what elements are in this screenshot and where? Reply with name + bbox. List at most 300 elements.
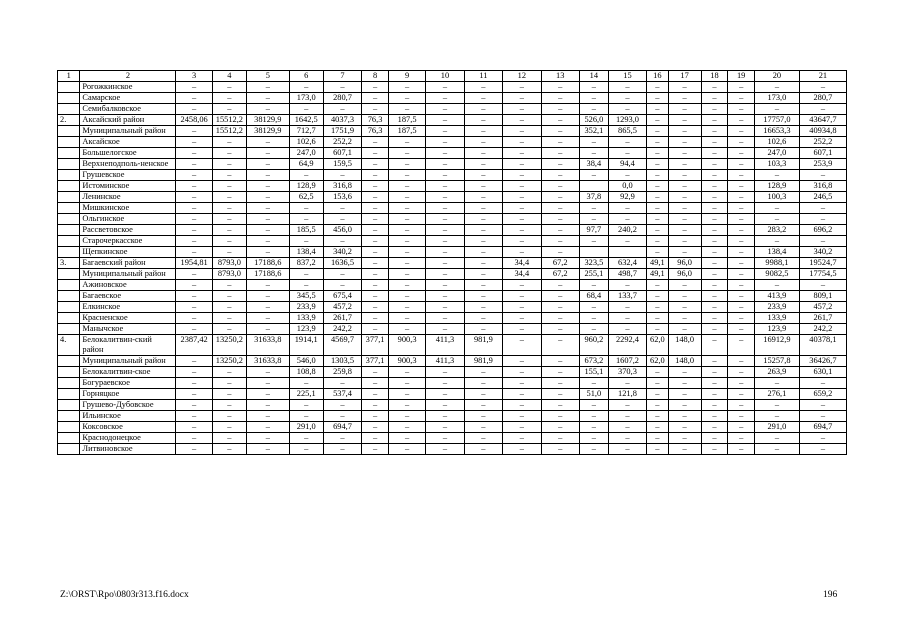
value-cell: – bbox=[176, 356, 212, 367]
value-cell: – bbox=[668, 236, 701, 247]
value-cell: – bbox=[608, 170, 646, 181]
value-cell: – bbox=[647, 181, 668, 192]
row-number-cell bbox=[58, 225, 80, 236]
value-cell: – bbox=[212, 236, 246, 247]
value-cell: – bbox=[426, 269, 464, 280]
value-cell: 1751,9 bbox=[323, 126, 361, 137]
value-cell: – bbox=[464, 181, 502, 192]
row-number-cell bbox=[58, 104, 80, 115]
value-cell: 456,0 bbox=[323, 225, 361, 236]
value-cell: – bbox=[246, 411, 289, 422]
value-cell: 67,2 bbox=[541, 269, 579, 280]
value-cell: – bbox=[799, 203, 846, 214]
value-cell: – bbox=[579, 313, 608, 324]
value-cell: 34,4 bbox=[503, 258, 541, 269]
value-cell: – bbox=[464, 324, 502, 335]
value-cell: 246,5 bbox=[799, 192, 846, 203]
row-name-cell: Верхнеподполь-ненское bbox=[80, 159, 176, 170]
value-cell: – bbox=[668, 214, 701, 225]
value-cell: – bbox=[464, 148, 502, 159]
value-cell: 9082,5 bbox=[755, 269, 800, 280]
value-cell: – bbox=[362, 324, 389, 335]
row-name-cell: Аксайское bbox=[80, 137, 176, 148]
table-row bbox=[58, 291, 847, 302]
value-cell: – bbox=[289, 236, 323, 247]
value-cell: – bbox=[799, 444, 846, 455]
row-number-cell bbox=[58, 280, 80, 291]
value-cell: – bbox=[212, 170, 246, 181]
row-number-cell bbox=[58, 214, 80, 225]
value-cell: – bbox=[289, 203, 323, 214]
value-cell: – bbox=[246, 389, 289, 400]
value-cell: – bbox=[464, 159, 502, 170]
value-cell: – bbox=[701, 367, 728, 378]
value-cell: – bbox=[212, 214, 246, 225]
row-number-cell bbox=[58, 444, 80, 455]
value-cell: – bbox=[647, 280, 668, 291]
value-cell: 108,8 bbox=[289, 367, 323, 378]
value-cell: – bbox=[426, 444, 464, 455]
value-cell: – bbox=[728, 258, 755, 269]
value-cell: – bbox=[701, 225, 728, 236]
value-cell: – bbox=[668, 302, 701, 313]
value-cell: – bbox=[176, 433, 212, 444]
value-cell: – bbox=[362, 291, 389, 302]
value-cell: – bbox=[362, 214, 389, 225]
value-cell: – bbox=[503, 335, 541, 356]
value-cell: – bbox=[668, 115, 701, 126]
value-cell: – bbox=[362, 269, 389, 280]
table-row bbox=[58, 115, 847, 126]
value-cell: 377,1 bbox=[362, 335, 389, 356]
value-cell: – bbox=[728, 378, 755, 389]
value-cell: – bbox=[608, 313, 646, 324]
column-header: 21 bbox=[799, 71, 846, 82]
value-cell: – bbox=[426, 203, 464, 214]
value-cell: – bbox=[701, 170, 728, 181]
value-cell: 253,9 bbox=[799, 159, 846, 170]
table-row bbox=[58, 356, 847, 367]
value-cell: – bbox=[212, 225, 246, 236]
value-cell: – bbox=[464, 280, 502, 291]
value-cell: – bbox=[362, 444, 389, 455]
value-cell: – bbox=[799, 82, 846, 93]
value-cell: – bbox=[579, 400, 608, 411]
value-cell: – bbox=[608, 148, 646, 159]
value-cell: – bbox=[541, 159, 579, 170]
value-cell: – bbox=[579, 433, 608, 444]
value-cell: 155,1 bbox=[579, 367, 608, 378]
row-name-cell: Рогожкинское bbox=[80, 82, 176, 93]
value-cell: – bbox=[728, 104, 755, 115]
row-number-cell bbox=[58, 82, 80, 93]
value-cell: 31633,8 bbox=[246, 335, 289, 356]
value-cell: 233,9 bbox=[289, 302, 323, 313]
value-cell: – bbox=[426, 170, 464, 181]
value-cell: – bbox=[323, 170, 361, 181]
row-number-cell bbox=[58, 389, 80, 400]
value-cell: – bbox=[755, 400, 800, 411]
value-cell: – bbox=[668, 126, 701, 137]
footer-file-path: Z:\ORST\Rpo\0803r313.f16.docx bbox=[60, 590, 189, 600]
value-cell: – bbox=[668, 192, 701, 203]
value-cell: 546,0 bbox=[289, 356, 323, 367]
value-cell: 694,7 bbox=[323, 422, 361, 433]
value-cell: 123,9 bbox=[755, 324, 800, 335]
value-cell: – bbox=[464, 291, 502, 302]
value-cell: 68,4 bbox=[579, 291, 608, 302]
value-cell: – bbox=[246, 159, 289, 170]
value-cell: – bbox=[503, 82, 541, 93]
value-cell: – bbox=[388, 181, 425, 192]
value-cell: – bbox=[503, 324, 541, 335]
value-cell: – bbox=[647, 236, 668, 247]
value-cell: – bbox=[426, 411, 464, 422]
value-cell: – bbox=[503, 422, 541, 433]
value-cell: – bbox=[608, 433, 646, 444]
value-cell: 62,0 bbox=[647, 356, 668, 367]
value-cell: – bbox=[464, 378, 502, 389]
value-cell: – bbox=[426, 422, 464, 433]
value-cell: – bbox=[701, 93, 728, 104]
row-name-cell: Красненское bbox=[80, 313, 176, 324]
value-cell: – bbox=[176, 247, 212, 258]
value-cell: – bbox=[176, 225, 212, 236]
value-cell: – bbox=[647, 214, 668, 225]
value-cell: – bbox=[388, 214, 425, 225]
value-cell: – bbox=[388, 444, 425, 455]
value-cell: – bbox=[701, 411, 728, 422]
value-cell: – bbox=[755, 411, 800, 422]
value-cell: – bbox=[701, 356, 728, 367]
value-cell: – bbox=[388, 324, 425, 335]
row-number-cell bbox=[58, 324, 80, 335]
row-name-cell: Муниципальный район bbox=[80, 269, 176, 280]
value-cell: 173,0 bbox=[289, 93, 323, 104]
value-cell: 340,2 bbox=[799, 247, 846, 258]
value-cell: – bbox=[755, 236, 800, 247]
value-cell: – bbox=[362, 225, 389, 236]
value-cell: – bbox=[388, 137, 425, 148]
column-header: 7 bbox=[323, 71, 361, 82]
value-cell: – bbox=[728, 93, 755, 104]
value-cell: – bbox=[579, 378, 608, 389]
value-cell: – bbox=[246, 422, 289, 433]
value-cell: 377,1 bbox=[362, 356, 389, 367]
value-cell: 37,8 bbox=[579, 192, 608, 203]
value-cell: – bbox=[799, 378, 846, 389]
value-cell: 411,3 bbox=[426, 335, 464, 356]
value-cell: – bbox=[668, 389, 701, 400]
value-cell: – bbox=[541, 356, 579, 367]
value-cell: 13250,2 bbox=[212, 335, 246, 356]
table-row bbox=[58, 203, 847, 214]
value-cell: – bbox=[668, 203, 701, 214]
value-cell: – bbox=[212, 291, 246, 302]
column-header: 12 bbox=[503, 71, 541, 82]
value-cell: 19524,7 bbox=[799, 258, 846, 269]
value-cell: – bbox=[176, 422, 212, 433]
value-cell: 1954,81 bbox=[176, 258, 212, 269]
value-cell: – bbox=[176, 400, 212, 411]
value-cell: – bbox=[755, 280, 800, 291]
value-cell: 809,1 bbox=[799, 291, 846, 302]
value-cell: – bbox=[728, 159, 755, 170]
value-cell: – bbox=[246, 280, 289, 291]
column-header: 19 bbox=[728, 71, 755, 82]
value-cell: – bbox=[799, 411, 846, 422]
value-cell: – bbox=[323, 236, 361, 247]
value-cell: – bbox=[464, 82, 502, 93]
row-number-cell bbox=[58, 192, 80, 203]
value-cell: 128,9 bbox=[755, 181, 800, 192]
value-cell: – bbox=[176, 302, 212, 313]
table-row bbox=[58, 137, 847, 148]
value-cell: – bbox=[426, 236, 464, 247]
row-number-cell bbox=[58, 181, 80, 192]
value-cell: – bbox=[668, 148, 701, 159]
value-cell: 102,6 bbox=[289, 137, 323, 148]
value-cell: – bbox=[426, 324, 464, 335]
value-cell: 2387,42 bbox=[176, 335, 212, 356]
row-name-cell: Старочеркасское bbox=[80, 236, 176, 247]
column-header: 1 bbox=[58, 71, 80, 82]
value-cell: – bbox=[728, 444, 755, 455]
value-cell: – bbox=[426, 93, 464, 104]
value-cell: – bbox=[541, 104, 579, 115]
value-cell: 100,3 bbox=[755, 192, 800, 203]
value-cell: – bbox=[503, 170, 541, 181]
value-cell: – bbox=[755, 203, 800, 214]
column-header: 20 bbox=[755, 71, 800, 82]
row-number-cell: 2. bbox=[58, 115, 80, 126]
value-cell: – bbox=[503, 313, 541, 324]
value-cell: – bbox=[426, 148, 464, 159]
value-cell: 291,0 bbox=[755, 422, 800, 433]
value-cell: – bbox=[176, 104, 212, 115]
value-cell: – bbox=[668, 280, 701, 291]
value-cell: – bbox=[362, 192, 389, 203]
value-cell: 185,5 bbox=[289, 225, 323, 236]
value-cell: – bbox=[426, 214, 464, 225]
value-cell: – bbox=[426, 302, 464, 313]
row-name-cell: Большелогское bbox=[80, 148, 176, 159]
value-cell: – bbox=[647, 104, 668, 115]
value-cell: – bbox=[464, 104, 502, 115]
table-row bbox=[58, 225, 847, 236]
column-header: 3 bbox=[176, 71, 212, 82]
value-cell: 15257,8 bbox=[755, 356, 800, 367]
value-cell: – bbox=[728, 324, 755, 335]
row-name-cell: Истоминское bbox=[80, 181, 176, 192]
value-cell: – bbox=[755, 170, 800, 181]
value-cell: – bbox=[728, 335, 755, 356]
table-row bbox=[58, 159, 847, 170]
value-cell: – bbox=[503, 411, 541, 422]
value-cell: – bbox=[426, 137, 464, 148]
value-cell: – bbox=[176, 367, 212, 378]
value-cell: 173,0 bbox=[755, 93, 800, 104]
value-cell: 247,0 bbox=[755, 148, 800, 159]
row-number-cell bbox=[58, 422, 80, 433]
row-name-cell: Белокалитвин-ское bbox=[80, 367, 176, 378]
value-cell: – bbox=[464, 203, 502, 214]
row-name-cell: Ажиновское bbox=[80, 280, 176, 291]
value-cell: – bbox=[701, 214, 728, 225]
value-cell: – bbox=[503, 126, 541, 137]
value-cell: – bbox=[388, 433, 425, 444]
value-cell: 187,5 bbox=[388, 126, 425, 137]
value-cell: 1303,5 bbox=[323, 356, 361, 367]
column-header: 11 bbox=[464, 71, 502, 82]
value-cell: – bbox=[647, 148, 668, 159]
value-cell: – bbox=[362, 280, 389, 291]
row-number-cell bbox=[58, 291, 80, 302]
value-cell: – bbox=[362, 400, 389, 411]
value-cell: – bbox=[503, 236, 541, 247]
value-cell: – bbox=[362, 82, 389, 93]
value-cell: 128,9 bbox=[289, 181, 323, 192]
table-row bbox=[58, 400, 847, 411]
table-row bbox=[58, 302, 847, 313]
value-cell: – bbox=[246, 433, 289, 444]
value-cell: – bbox=[212, 93, 246, 104]
value-cell: 96,0 bbox=[668, 269, 701, 280]
value-cell: – bbox=[701, 269, 728, 280]
value-cell: – bbox=[503, 280, 541, 291]
value-cell: – bbox=[728, 313, 755, 324]
value-cell: – bbox=[608, 324, 646, 335]
value-cell: – bbox=[426, 247, 464, 258]
row-number-cell bbox=[58, 203, 80, 214]
value-cell: – bbox=[464, 313, 502, 324]
table-row bbox=[58, 82, 847, 93]
value-cell: – bbox=[541, 203, 579, 214]
row-name-cell: Елкинское bbox=[80, 302, 176, 313]
value-cell: – bbox=[541, 444, 579, 455]
value-cell: – bbox=[176, 148, 212, 159]
value-cell: – bbox=[323, 433, 361, 444]
value-cell: – bbox=[246, 236, 289, 247]
value-cell: – bbox=[728, 137, 755, 148]
value-cell: – bbox=[464, 225, 502, 236]
value-cell: – bbox=[668, 225, 701, 236]
row-number-cell bbox=[58, 367, 80, 378]
value-cell: – bbox=[503, 93, 541, 104]
value-cell: – bbox=[647, 126, 668, 137]
value-cell: – bbox=[464, 444, 502, 455]
value-cell: – bbox=[362, 247, 389, 258]
table-row bbox=[58, 181, 847, 192]
column-header: 13 bbox=[541, 71, 579, 82]
value-cell: – bbox=[728, 126, 755, 137]
value-cell: 712,7 bbox=[289, 126, 323, 137]
value-cell: – bbox=[176, 82, 212, 93]
value-cell: – bbox=[668, 422, 701, 433]
value-cell: 148,0 bbox=[668, 335, 701, 356]
value-cell: – bbox=[464, 389, 502, 400]
row-name-cell: Ольгинское bbox=[80, 214, 176, 225]
value-cell: – bbox=[503, 203, 541, 214]
value-cell: – bbox=[176, 324, 212, 335]
value-cell: – bbox=[647, 203, 668, 214]
value-cell: – bbox=[362, 422, 389, 433]
column-header: 15 bbox=[608, 71, 646, 82]
table-row bbox=[58, 236, 847, 247]
value-cell: – bbox=[176, 93, 212, 104]
value-cell: – bbox=[388, 225, 425, 236]
value-cell: – bbox=[647, 378, 668, 389]
value-cell: – bbox=[388, 291, 425, 302]
value-cell: – bbox=[701, 378, 728, 389]
value-cell: 607,1 bbox=[323, 148, 361, 159]
value-cell: – bbox=[668, 378, 701, 389]
table-row bbox=[58, 170, 847, 181]
value-cell: – bbox=[799, 236, 846, 247]
value-cell: – bbox=[464, 422, 502, 433]
data-table bbox=[57, 70, 847, 455]
value-cell: – bbox=[541, 170, 579, 181]
row-name-cell: Манычское bbox=[80, 324, 176, 335]
value-cell: 498,7 bbox=[608, 269, 646, 280]
value-cell: 17188,6 bbox=[246, 269, 289, 280]
value-cell: – bbox=[176, 236, 212, 247]
value-cell: 38129,9 bbox=[246, 115, 289, 126]
value-cell: – bbox=[212, 203, 246, 214]
value-cell: – bbox=[668, 411, 701, 422]
value-cell: – bbox=[362, 203, 389, 214]
row-number-cell bbox=[58, 247, 80, 258]
value-cell: – bbox=[323, 82, 361, 93]
value-cell: – bbox=[579, 411, 608, 422]
value-cell: 31633,8 bbox=[246, 356, 289, 367]
value-cell: – bbox=[289, 170, 323, 181]
value-cell: – bbox=[728, 422, 755, 433]
value-cell: – bbox=[212, 433, 246, 444]
value-cell: 263,9 bbox=[755, 367, 800, 378]
value-cell: 1914,1 bbox=[289, 335, 323, 356]
row-number-cell bbox=[58, 159, 80, 170]
value-cell: – bbox=[579, 422, 608, 433]
value-cell: – bbox=[647, 115, 668, 126]
value-cell: – bbox=[212, 389, 246, 400]
value-cell: – bbox=[246, 324, 289, 335]
value-cell: – bbox=[464, 170, 502, 181]
value-cell: – bbox=[388, 170, 425, 181]
column-header: 10 bbox=[426, 71, 464, 82]
value-cell: – bbox=[289, 433, 323, 444]
value-cell: – bbox=[647, 302, 668, 313]
value-cell: – bbox=[212, 367, 246, 378]
value-cell: 340,2 bbox=[323, 247, 361, 258]
table-row bbox=[58, 280, 847, 291]
value-cell: – bbox=[541, 389, 579, 400]
value-cell: – bbox=[541, 115, 579, 126]
value-cell: – bbox=[579, 137, 608, 148]
value-cell: 526,0 bbox=[579, 115, 608, 126]
value-cell: 1642,5 bbox=[289, 115, 323, 126]
value-cell: – bbox=[246, 444, 289, 455]
value-cell: – bbox=[289, 400, 323, 411]
value-cell: – bbox=[755, 444, 800, 455]
row-name-cell: Муниципальный район bbox=[80, 126, 176, 137]
table-row bbox=[58, 433, 847, 444]
row-number-cell bbox=[58, 356, 80, 367]
value-cell: 981,9 bbox=[464, 335, 502, 356]
value-cell: – bbox=[668, 82, 701, 93]
value-cell: – bbox=[541, 137, 579, 148]
value-cell bbox=[579, 247, 608, 258]
